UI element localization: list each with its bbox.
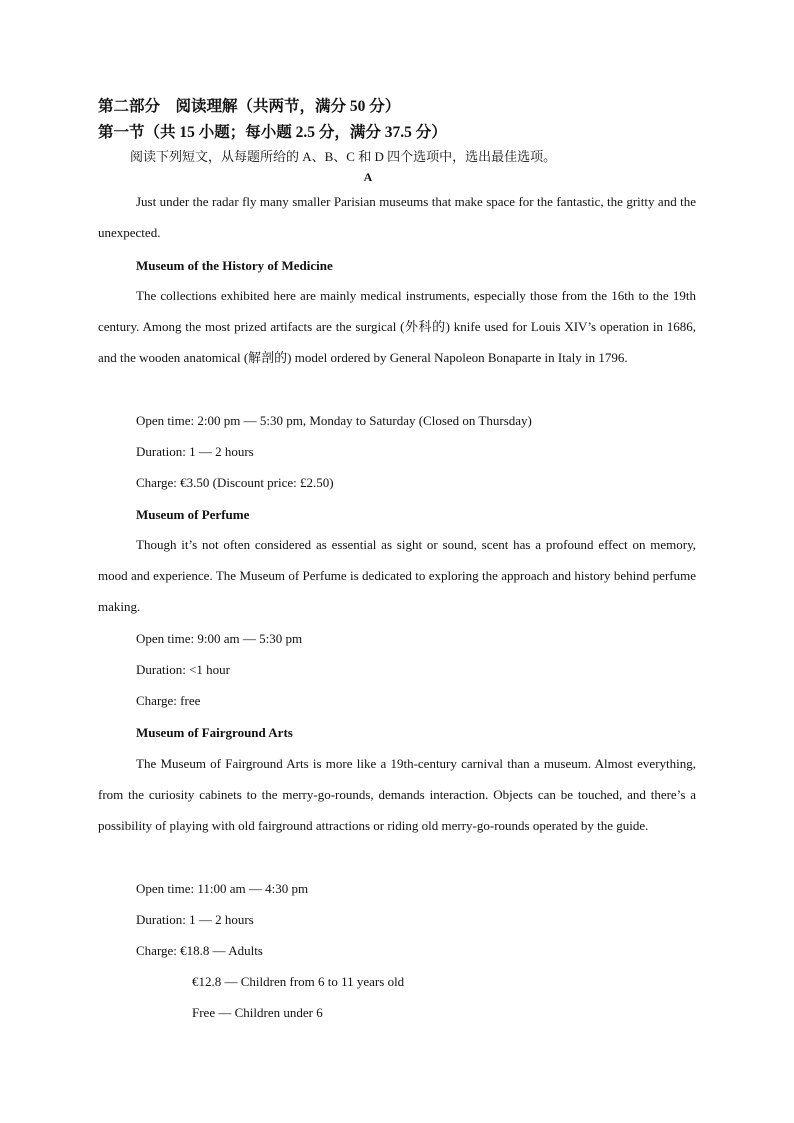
museum-title: Museum of the History of Medicine (136, 258, 333, 273)
museum-description: The Museum of Fairground Arts is more like a 19th-century carnival than a museum. Almost everything, from the curiosity cabinets to the merry-go-rounds, demands interaction. Objects can be touched, and there’s a possibility of playing with old fairground attractions or riding old merry-go-rounds operated by the guide. (98, 756, 696, 833)
open-time: Open time: 11:00 am — 4:30 pm (136, 881, 309, 896)
instructions: 阅读下列短文，从每题所给的 A、B、C 和 D 四个选项中，选出最佳选项。 (130, 149, 557, 164)
charge: Charge: €3.50 (Discount price: £2.50) (136, 475, 334, 490)
open-time: Open time: 2:00 pm — 5:30 pm, Monday to Saturday (Closed on Thursday) (136, 413, 532, 428)
duration: Duration: <1 hour (136, 662, 230, 677)
charge: Charge: €18.8 — Adults (136, 943, 263, 958)
duration: Duration: 1 — 2 hours (136, 912, 254, 927)
museum-title: Museum of Perfume (136, 507, 250, 522)
passage-label: A (363, 170, 373, 184)
part-heading: 第二部分 阅读理解（共两节，满分 50 分） (98, 98, 401, 115)
duration: Duration: 1 — 2 hours (136, 444, 254, 459)
intro-paragraph: Just under the radar fly many smaller Parisian museums that make space for the fantastic, the gritty and the unexpected. (98, 194, 696, 240)
museum-description: Though it’s not often considered as essential as sight or sound, scent has a profound effect on memory, mood and experience. The Museum of Perfume is dedicated to exploring the approach and history behind perfume making. (98, 537, 696, 614)
open-time: Open time: 9:00 am — 5:30 pm (136, 631, 303, 646)
charge-children: €12.8 — Children from 6 to 11 years old (192, 974, 405, 989)
charge: Charge: free (136, 693, 201, 708)
museum-description: The collections exhibited here are mainly medical instruments, especially those from the 16th to the 19th century. Among the most prized artifacts are the surgical (外科的) knife used for Louis XIV’s operation in 1686, and the wooden anatomical (解剖的) model ordered by General Napoleon Bonaparte in Italy in 1796. (98, 288, 696, 365)
section-heading: 第一节（共 15 小题；每小题 2.5 分，满分 37.5 分） (98, 124, 447, 141)
charge-free: Free — Children under 6 (192, 1005, 323, 1020)
museum-title: Museum of Fairground Arts (136, 725, 293, 740)
